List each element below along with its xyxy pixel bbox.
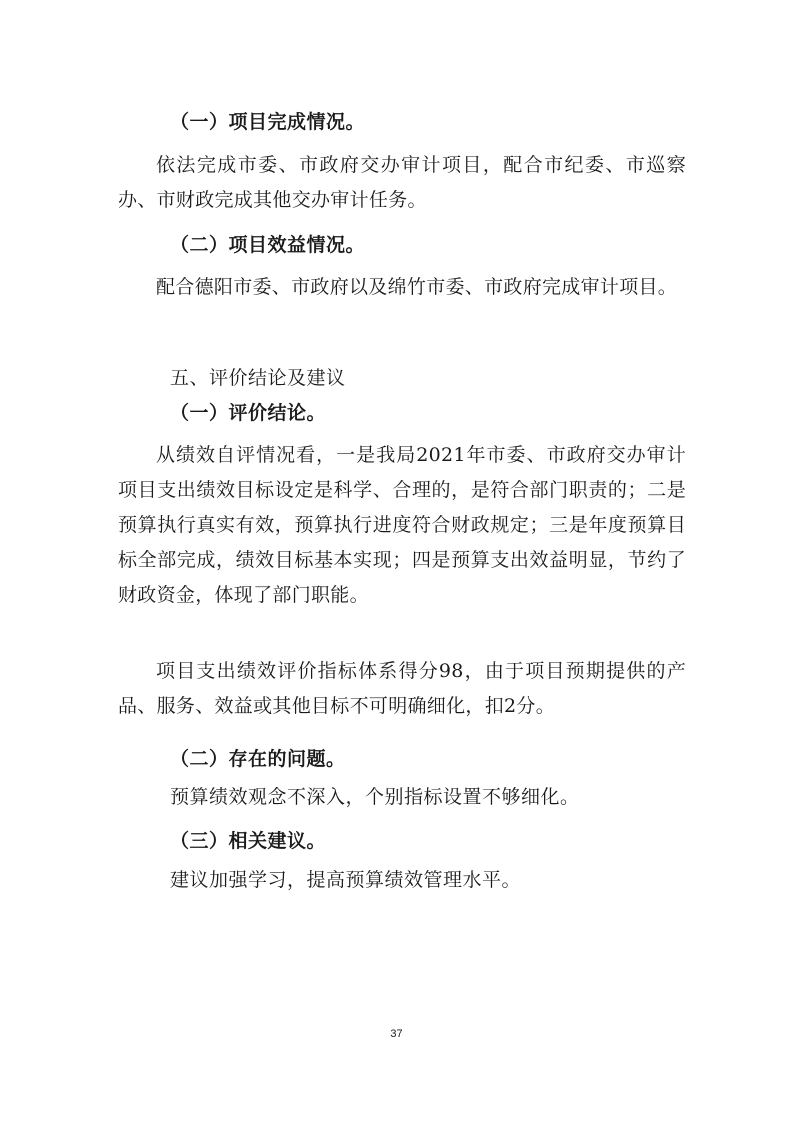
- page-number: 37: [390, 1028, 403, 1040]
- paragraph-suggestions: 建议加强学习，提高预算绩效管理水平。: [170, 869, 522, 891]
- section-heading-project-benefit: （二）项目效益情况。: [170, 234, 366, 256]
- sub-heading-suggestions: （三）相关建议。: [170, 830, 327, 852]
- paragraph-project-benefit: 配合德阳市委、市政府以及绵竹市委、市政府完成审计项目。: [156, 276, 678, 298]
- chapter-heading-evaluation: 五、评价结论及建议: [170, 367, 346, 389]
- paragraph-project-completion: 依法完成市委、市政府交办审计项目，配合市纪委、市巡察办、市财政完成其他交办审计任务。: [118, 154, 686, 211]
- paragraph-score: 项目支出绩效评价指标体系得分98，由于项目预期提供的产品、服务、效益或其他目标不可明确细化，扣2分。: [118, 660, 686, 717]
- sub-heading-existing-problems: （二）存在的问题。: [170, 748, 346, 770]
- paragraph-evaluation-conclusion: 从绩效自评情况看，一是我局2021年市委、市政府交办审计项目支出绩效目标设定是科学、合理的，是符合部门职责的；二是预算执行真实有效，预算执行进度符合财政规定；三是年度预算目标全部完成，绩效目标基本实现；四是预算支出效益明显，节约了财政资金，体现了部门职能。: [118, 444, 686, 606]
- paragraph-existing-problems: 预算绩效观念不深入，个别指标设置不够细化。: [170, 786, 580, 808]
- section-heading-project-completion: （一）项目完成情况。: [170, 111, 366, 133]
- sub-heading-evaluation-conclusion: （一）评价结论。: [170, 402, 327, 424]
